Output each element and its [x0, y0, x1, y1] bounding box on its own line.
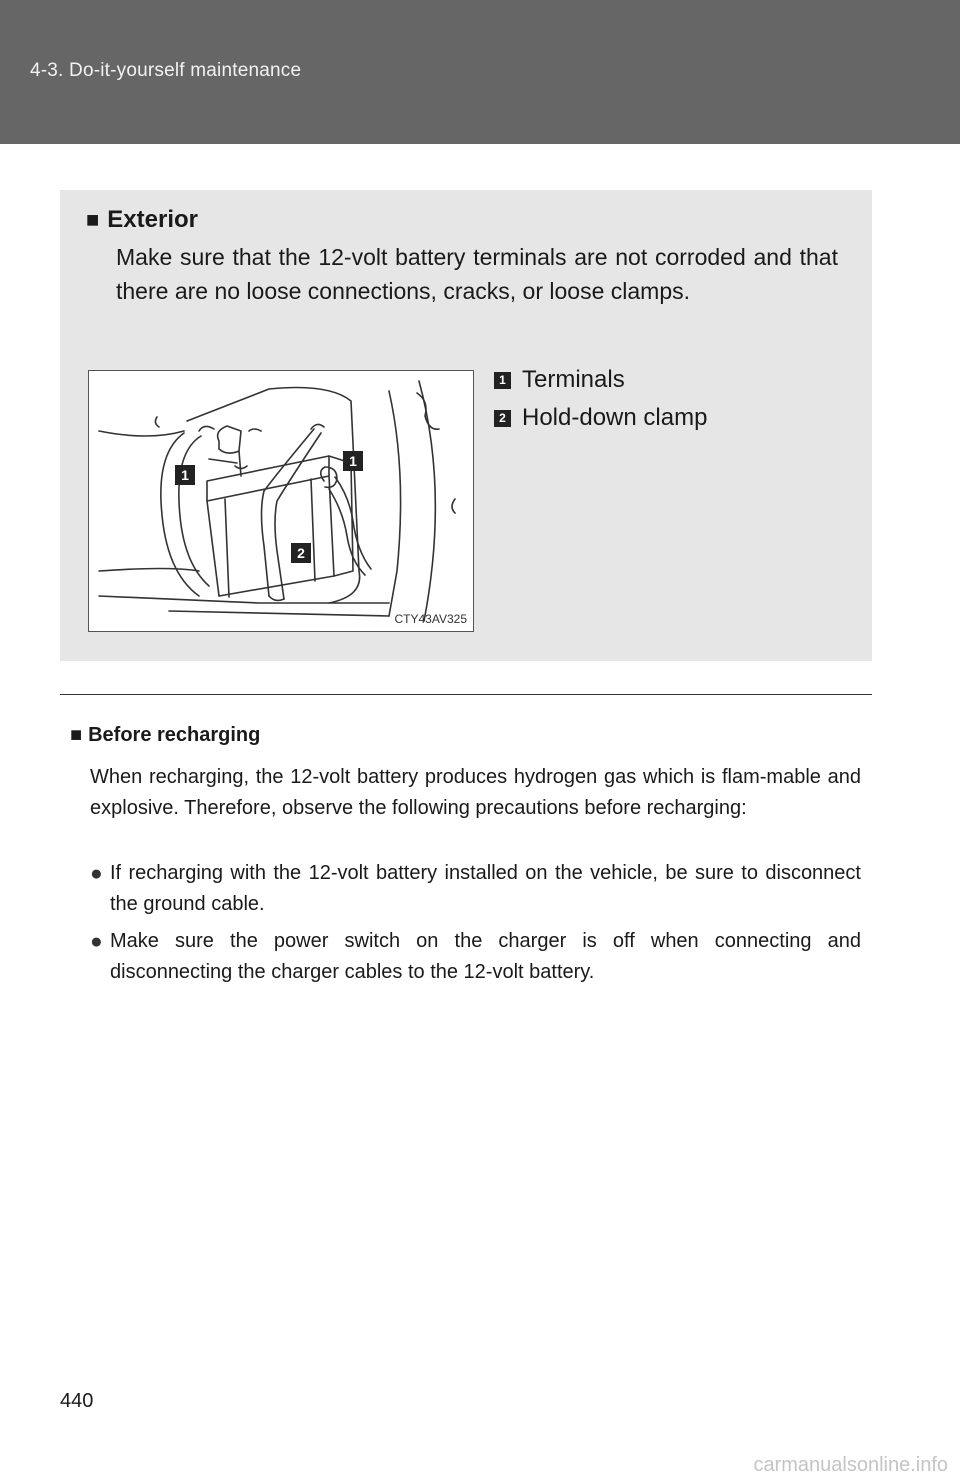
legend-number: 2 [494, 410, 511, 427]
legend-item-hold-down-clamp [494, 402, 707, 440]
legend-label: Terminals [522, 366, 625, 393]
bullet-dot-icon: ● [90, 862, 103, 885]
bullet-item [90, 926, 861, 988]
legend-number: 1 [494, 372, 511, 389]
exterior-body: Make sure that the 12-volt battery terminals are not corroded and that there are no loose connections, cracks, or loose clamps. [116, 244, 838, 304]
page-header [0, 0, 960, 144]
legend-label: Hold-down clamp [522, 404, 708, 431]
before-recharging-heading [70, 724, 260, 747]
bullet-item [90, 858, 861, 920]
page-number: 440 [60, 1390, 94, 1412]
exterior-heading-text: Exterior [107, 206, 198, 233]
bullet-dot-icon: ● [90, 930, 103, 953]
square-marker-icon: ■ [70, 724, 83, 746]
battery-illustration [88, 370, 474, 632]
before-recharging-heading-text: Before recharging [88, 724, 261, 746]
callout-legend [494, 364, 707, 440]
bullet-text: Make sure the power switch on the charger is off when connecting and disconnecting the charger cables to the 12-volt battery. [110, 930, 861, 983]
battery-drawing [89, 371, 473, 631]
legend-item-terminals [494, 364, 707, 402]
exterior-heading [86, 206, 198, 234]
callout-terminal-left: 1 [181, 467, 189, 483]
before-recharging-body: When recharging, the 12-volt battery produces hydrogen gas which is flam-mable and explosive. Therefore, observe the following precautions before recharging: [90, 766, 861, 819]
figure-code: CTY43AV325 [394, 612, 467, 626]
bullet-text: If recharging with the 12-volt battery installed on the vehicle, be sure to disconnect the ground cable. [110, 862, 861, 915]
section-divider [60, 694, 872, 695]
callout-terminal-right: 1 [349, 453, 357, 469]
watermark: carmanualsonline.info [753, 1454, 948, 1476]
exterior-panel [60, 190, 872, 661]
callout-clamp: 2 [297, 545, 305, 561]
section-title: 4-3. Do-it-yourself maintenance [30, 60, 302, 81]
square-marker-icon: ■ [86, 207, 100, 232]
